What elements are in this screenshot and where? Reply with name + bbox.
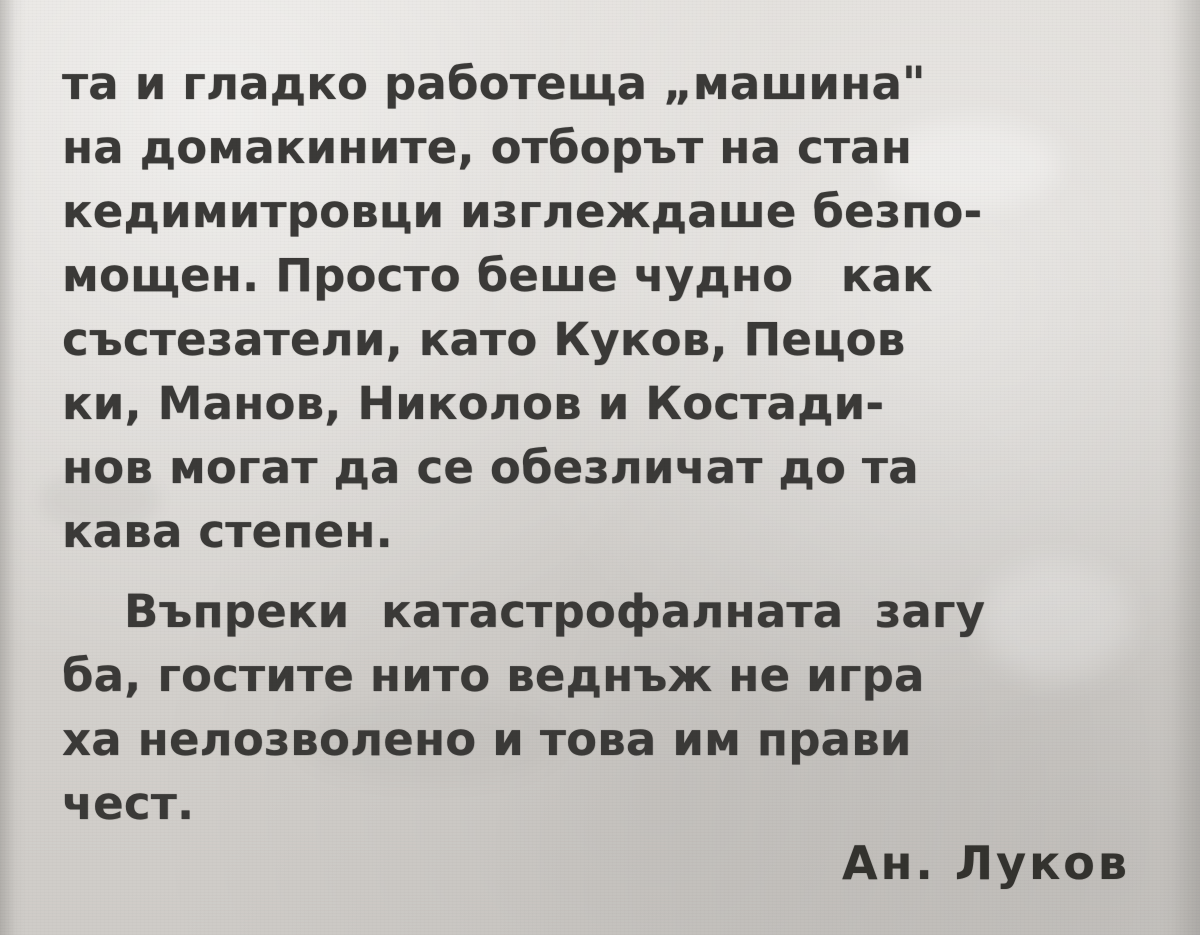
text-line: мощен. Просто беше чудно как bbox=[62, 249, 933, 302]
paragraph-2 bbox=[62, 580, 1147, 836]
text-line: ха нелозволено и това им прави bbox=[62, 713, 912, 766]
author-signature: Ан. Луков bbox=[842, 836, 1130, 890]
text-line: състезатели, като Куков, Пецов bbox=[62, 313, 906, 366]
text-line: нов могат да се обезличат до та bbox=[62, 441, 919, 494]
text-line: ба, гостите нито веднъж не игра bbox=[62, 649, 925, 702]
text-line: Въпреки катастрофалната загу bbox=[124, 585, 986, 638]
text-line: ки, Манов, Николов и Костади- bbox=[62, 377, 885, 430]
scan-left-shadow bbox=[0, 0, 26, 935]
text-line: та и гладко работеща „машина" bbox=[62, 57, 926, 110]
text-line: кедимитровци изглеждаше безпо- bbox=[62, 185, 983, 238]
text-line: чест. bbox=[62, 777, 195, 830]
paragraph-1 bbox=[62, 52, 1147, 564]
scan-right-shadow bbox=[1160, 0, 1200, 935]
article-column bbox=[62, 52, 1147, 836]
text-line: на домакините, отборът на стан bbox=[62, 121, 913, 174]
text-line: кава степен. bbox=[62, 505, 393, 558]
